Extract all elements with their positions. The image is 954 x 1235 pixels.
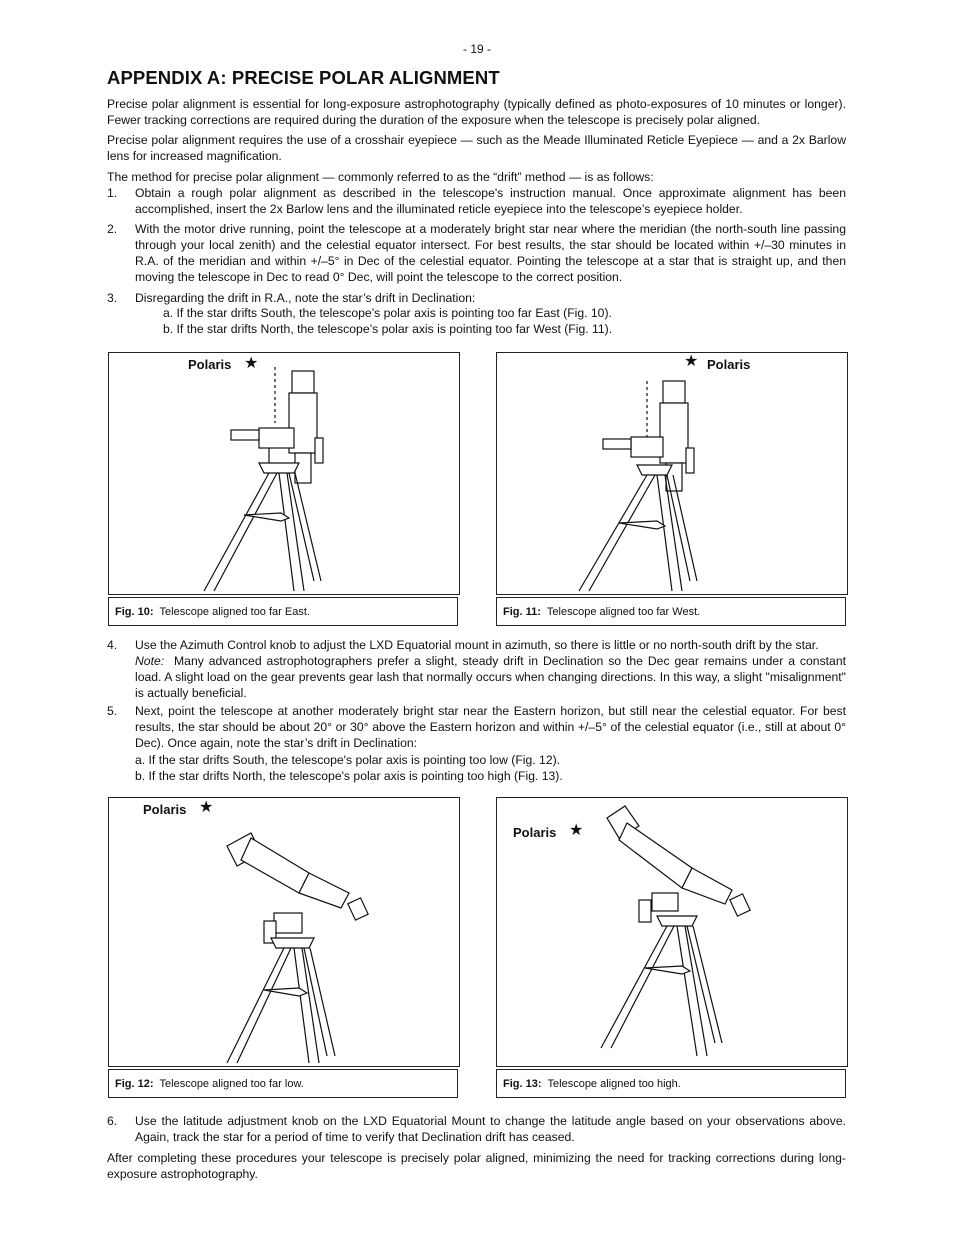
- step-3-sub-a: a. If the star drifts South, the telescope’s polar axis is pointing too far East (Fig. 10).: [163, 306, 612, 320]
- step-3: [107, 290, 846, 306]
- step-1: [107, 185, 846, 217]
- figure-10-illustration: [108, 352, 460, 595]
- step-5: [107, 703, 846, 751]
- step-text: With the motor drive running, point the telescope at a moderately bright star near where the meridian (the north-south line passing through your local zenith) and the celestial equator intersect. For best results, the star should be located within +/–30 minutes in R.A. of the meridian and within +/–5° in Dec of the celestial equator. Pointing the telescope at a star that is straight up, and then moving the telescope in Dec to read 0° Dec, will point the telescope to the correct position.: [135, 222, 846, 284]
- step-5-sub-b: b. If the star drifts North, the telescope's polar axis is pointing too high (Fig. 13).: [135, 769, 563, 783]
- intro-paragraph-1: Precise polar alignment is essential for long-exposure astrophotography (typically defined as photo-exposures of 10 minutes or longer). Fewer tracking corrections are required during the duration of the exposure when the telescope is precisely polar aligned.: [107, 97, 846, 127]
- page-number: - 19 -: [462, 42, 491, 56]
- step-text: Next, point the telescope at another moderately bright star near the Eastern horizon, but still near the celestial equator. For best results, the star should be about 20° or 30° above the Eastern horizon and within +/–5° of the celestial equator (i.e., still at about 0° Dec). Once again, note the star’s drift in Declination:: [135, 704, 846, 750]
- page-title: APPENDIX A: PRECISE POLAR ALIGNMENT: [107, 67, 500, 88]
- step-3-sub-b: b. If the star drifts North, the telescope’s polar axis is pointing too far West (Fig. 11).: [163, 322, 613, 336]
- star-icon: ★: [244, 355, 259, 372]
- figure-13-caption: [496, 1069, 846, 1098]
- caption-text: Telescope aligned too far East.: [159, 605, 310, 618]
- polaris-label: Polaris: [707, 357, 751, 372]
- figure-number: Fig. 13:: [503, 1077, 542, 1090]
- step-5-sub-a: a. If the star drifts South, the telescope's polar axis is pointing too low (Fig. 12).: [135, 753, 561, 767]
- step-number: 3.: [107, 291, 118, 305]
- polaris-label: Polaris: [143, 802, 187, 817]
- star-icon: ★: [684, 353, 699, 370]
- note-text: Many advanced astrophotographers prefer a slight, steady drift in Declination so the Dec gear remains under a constant load. A slight load on the gear prevents gear lash that normally occurs when changing directions. In this way, a slight "misalignment" is actually beneficial.: [135, 654, 846, 700]
- step-number: 2.: [107, 222, 118, 236]
- caption-text: Telescope aligned too far West.: [546, 605, 701, 618]
- figure-13-illustration: [496, 797, 848, 1067]
- caption-text: Telescope aligned too far low.: [159, 1077, 304, 1090]
- step-number: 4.: [107, 638, 118, 652]
- step-text: Disregarding the drift in R.A., note the star’s drift in Declination:: [135, 291, 476, 305]
- telescope-tilted-high-drawing: [497, 798, 847, 1066]
- step-4: [107, 637, 846, 701]
- figure-number: Fig. 12:: [115, 1077, 154, 1090]
- step-number: 5.: [107, 704, 118, 718]
- caption-text: Telescope aligned too high.: [547, 1077, 681, 1090]
- figure-number: Fig. 11:: [503, 605, 541, 618]
- star-icon: ★: [569, 822, 584, 839]
- polaris-label: Polaris: [513, 825, 557, 840]
- telescope-upright-drawing: [109, 353, 459, 594]
- figure-10-caption: [108, 597, 458, 626]
- step-text: Obtain a rough polar alignment as described in the telescope's instruction manual. Once approximate alignment has been accomplished, insert the 2x Barlow lens and the illuminated reticle eyepiece into the telescope’s eyepiece holder.: [135, 186, 846, 216]
- figure-11-caption: [496, 597, 846, 626]
- step-2: [107, 221, 846, 285]
- note-label: Note:: [135, 654, 165, 668]
- closing-paragraph: After completing these procedures your telescope is precisely polar aligned, minimizing the need for tracking corrections during long-exposure astrophotography.: [107, 1151, 846, 1181]
- intro-paragraph-2: Precise polar alignment requires the use of a crosshair eyepiece — such as the Meade Illuminated Reticle Eyepiece — and a 2x Barlow lens for increased magnification.: [107, 133, 846, 163]
- step-4-main-text: Use the Azimuth Control knob to adjust the LXD Equatorial mount in azimuth, so there is little or no north-south drift by the star.: [135, 638, 819, 652]
- step-6: [107, 1113, 846, 1145]
- figure-12-illustration: [108, 797, 460, 1067]
- polaris-label: Polaris: [188, 357, 232, 372]
- figure-11-illustration: [496, 352, 848, 595]
- intro-paragraph-3: The method for precise polar alignment — commonly referred to as the “drift” method — is as follows:: [107, 170, 654, 184]
- step-text: Use the latitude adjustment knob on the LXD Equatorial Mount to change the latitude angle based on your observations above. Again, track the star for a period of time to verify that Declination drift has ceased.: [135, 1114, 846, 1144]
- telescope-upright-drawing: [497, 353, 847, 594]
- step-number: 1.: [107, 186, 118, 200]
- star-icon: ★: [199, 799, 214, 816]
- step-number: 6.: [107, 1114, 118, 1128]
- figure-number: Fig. 10:: [115, 605, 154, 618]
- step-text: [135, 637, 846, 701]
- figure-12-caption: [108, 1069, 458, 1098]
- telescope-tilted-low-drawing: [109, 798, 459, 1066]
